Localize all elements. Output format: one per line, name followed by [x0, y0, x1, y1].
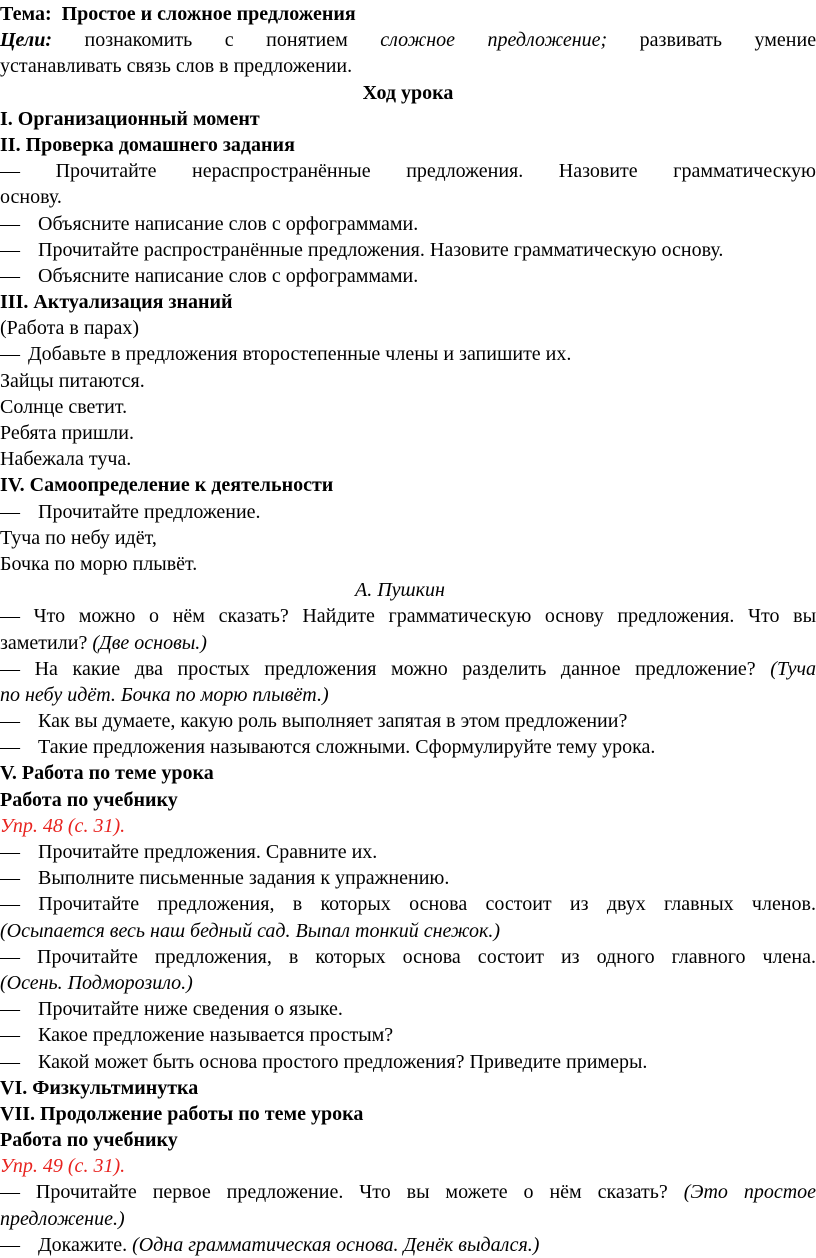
question-line	[0, 603, 816, 629]
question-text: Прочитайте распространённые предложения. Назовите грамматическую основу.	[38, 238, 724, 261]
exercise-ref: Упр. 49 (с. 31).	[0, 1155, 126, 1178]
question-text: Прочитайте первое предложение. Что вы можете о нём сказать?	[35, 1181, 668, 1204]
goals-line-2: устанавливать связь слов в предложении.	[0, 55, 353, 78]
section-heading	[0, 472, 816, 498]
question-text: Объясните написание слов с орфограммами.	[38, 212, 419, 235]
dash-mark: —	[0, 605, 20, 628]
subheading	[0, 787, 816, 813]
question-line	[0, 944, 816, 970]
goals-line-1	[0, 27, 816, 53]
section-7-title: VII. Продолжение работы по теме урока	[0, 1102, 364, 1125]
question-text: Добавьте в предложения второстепенные члены и запишите их.	[28, 343, 572, 366]
poem-line: Туча по небу идёт,	[0, 526, 157, 549]
goals-word: с	[224, 29, 234, 52]
question-text: Какое предложение называется простым?	[38, 1024, 394, 1047]
dash-mark: —	[0, 1181, 20, 1204]
question-line	[0, 708, 816, 734]
question-text: Прочитайте предложения. Сравните их.	[38, 841, 378, 863]
topic-text: Простое и сложное предложения	[61, 3, 356, 25]
dash-mark: —	[0, 1024, 20, 1047]
question-line-cont	[0, 682, 816, 708]
answer-text: (Осень. Подморозило.)	[0, 971, 193, 994]
dash-mark: —	[0, 841, 20, 863]
question-text: Прочитайте предложения, в которых основа состоит из двух главных членов.	[38, 893, 816, 916]
question-text: Что можно о нём сказать? Найдите грамматическую основу предложения. Что вы	[33, 605, 816, 628]
textbook-work-title: Работа по учебнику	[0, 788, 178, 811]
section-heading	[0, 1075, 816, 1101]
dash-mark: —	[0, 500, 20, 523]
question-line-cont	[0, 970, 816, 996]
goals-label: Цели:	[0, 29, 52, 52]
goals-word: умение	[754, 29, 816, 52]
goals-word: понятием	[266, 29, 348, 52]
question-text: Объясните написание слов с орфограммами.	[38, 264, 419, 287]
question-line	[0, 1232, 816, 1258]
section-heading	[0, 132, 816, 158]
dash-mark: —	[0, 657, 20, 680]
lesson-title	[0, 80, 816, 106]
dash-mark: —	[0, 1233, 20, 1256]
example-sentence: Солнце светит.	[0, 395, 128, 418]
goals-word: познакомить	[84, 29, 193, 52]
question-line	[0, 839, 816, 865]
lesson-title-text: Ход урока	[362, 81, 454, 104]
textbook-work-title: Работа по учебнику	[0, 1129, 178, 1152]
question-line	[0, 1179, 816, 1205]
dash-mark: —	[0, 212, 20, 235]
section-heading	[0, 106, 816, 132]
question-line-cont	[0, 1206, 816, 1232]
dash-mark: —	[0, 343, 20, 366]
answer-text: по небу идёт. Бочка по морю плывёт.)	[0, 683, 329, 706]
dash-mark: —	[0, 1050, 20, 1073]
subheading	[0, 1127, 816, 1153]
question-line-cont: основу.	[0, 186, 62, 209]
question-text: Докажите.	[38, 1233, 128, 1256]
question-text: Какой может быть основа простого предложения? Приведите примеры.	[38, 1050, 648, 1073]
question-line	[0, 656, 816, 682]
question-line-cont	[0, 918, 816, 944]
topic-label: Тема:	[0, 3, 52, 25]
section-heading	[0, 760, 816, 786]
question-text: заметили?	[0, 631, 88, 654]
question-text: Прочитайте предложения, в которых основа состоит из одного главного члена.	[37, 945, 816, 968]
question-line-cont	[0, 630, 816, 656]
question-line	[0, 158, 816, 184]
work-mode: (Работа в парах)	[0, 317, 139, 340]
question-line	[0, 1049, 816, 1075]
section-2-title: II. Проверка домашнего задания	[0, 133, 295, 156]
poem-author	[0, 577, 816, 603]
question-text: Выполните письменные задания к упражнению.	[38, 867, 450, 890]
answer-text: (Туча	[770, 657, 816, 680]
question-text: Такие предложения называются сложными. Сформулируйте тему урока.	[38, 736, 656, 759]
poem-line: Бочка по морю плывёт.	[0, 552, 198, 575]
author-name: А. Пушкин	[355, 579, 445, 602]
dash-mark: —	[0, 160, 20, 183]
section-heading	[0, 1101, 816, 1127]
answer-text: (Две основы.)	[92, 631, 207, 654]
question-text: На какие два простых предложения можно разделить данное предложение?	[34, 657, 756, 680]
question-text: Как вы думаете, какую роль выполняет запятая в этом предложении?	[38, 710, 628, 733]
dash-mark: —	[0, 893, 20, 916]
dash-mark: —	[0, 867, 20, 890]
section-4-title: IV. Самоопределение к деятельности	[0, 474, 334, 497]
question-text: Прочитайте нераспространённые предложения. Назовите грамматическую	[55, 160, 816, 183]
exercise-ref: Упр. 48 (с. 31).	[0, 814, 126, 837]
section-3-title: III. Актуализация знаний	[0, 291, 233, 314]
dash-mark: —	[0, 238, 20, 261]
section-heading	[0, 289, 816, 315]
question-line	[0, 237, 816, 263]
dash-mark: —	[0, 998, 20, 1021]
question-line	[0, 1022, 816, 1048]
goals-word: развивать	[639, 29, 722, 52]
dash-mark: —	[0, 710, 20, 733]
section-6-title: VI. Физкультминутка	[0, 1076, 199, 1099]
dash-mark: —	[0, 945, 20, 968]
dash-mark: —	[0, 736, 20, 759]
answer-text: предложение.)	[0, 1207, 125, 1230]
dash-mark: —	[0, 264, 20, 287]
section-5-title: V. Работа по теме урока	[0, 762, 214, 785]
goals-term: сложное предложение;	[380, 29, 608, 52]
question-text: Прочитайте ниже сведения о языке.	[38, 998, 343, 1021]
question-line	[0, 341, 816, 367]
question-line	[0, 891, 816, 917]
question-line	[0, 996, 816, 1022]
example-sentence: Зайцы питаются.	[0, 369, 145, 392]
question-line	[0, 865, 816, 891]
section-1-title: I. Организационный момент	[0, 107, 260, 130]
topic-line	[0, 1, 816, 27]
example-sentence: Набежала туча.	[0, 448, 132, 471]
answer-text: (Одна грамматическая основа. Денёк выдался.)	[132, 1233, 540, 1256]
example-sentence: Ребята пришли.	[0, 422, 134, 444]
question-text: Прочитайте предложение.	[38, 500, 261, 523]
question-line	[0, 263, 816, 289]
question-line	[0, 734, 816, 760]
question-line	[0, 499, 816, 525]
question-line	[0, 211, 816, 237]
answer-text: (Это простое	[683, 1181, 816, 1204]
answer-text: (Осыпается весь наш бедный сад. Выпал тонкий снежок.)	[0, 919, 501, 942]
